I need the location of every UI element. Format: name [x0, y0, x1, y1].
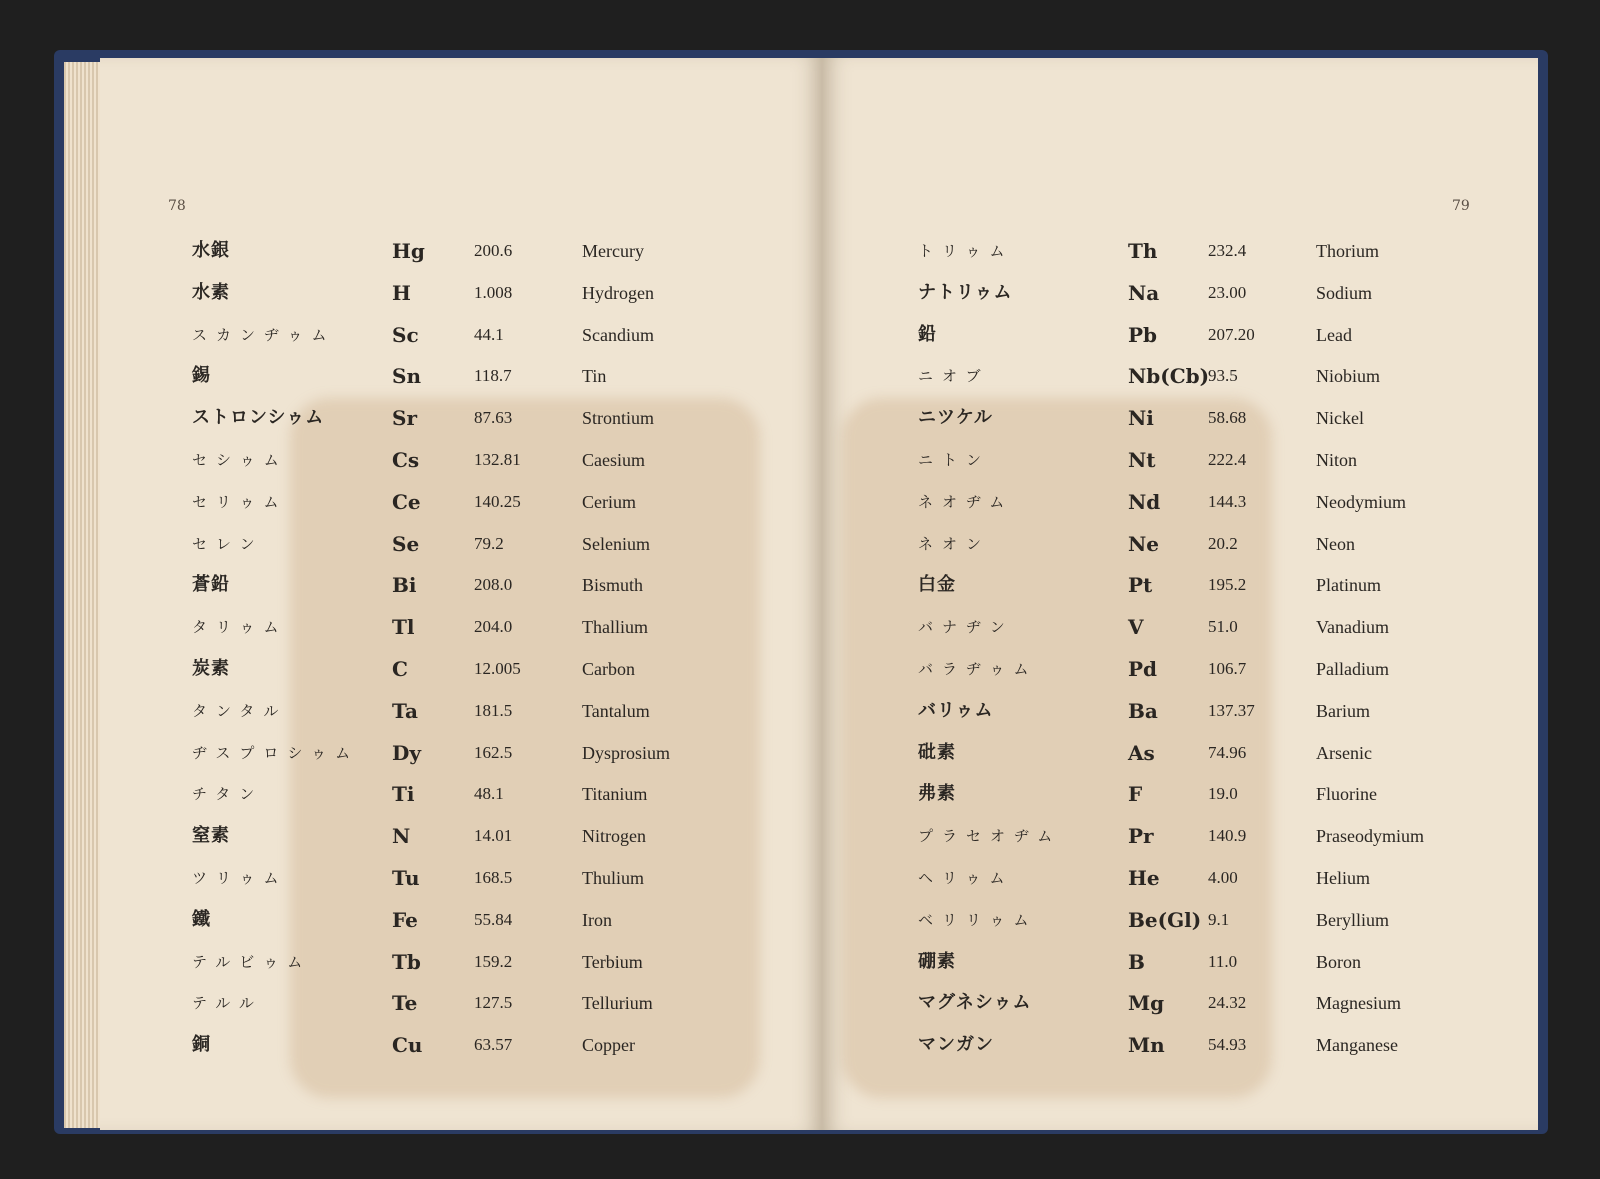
english-name: Neodymium [1316, 491, 1406, 512]
table-row [918, 1025, 1558, 1065]
table-row [192, 524, 832, 564]
english-name: Vanadium [1316, 617, 1389, 638]
atomic-weight: 181.5 [474, 700, 513, 720]
left-page [100, 58, 822, 1130]
japanese-name: セレン [192, 534, 264, 553]
japanese-name: ニトン [918, 451, 991, 469]
table-row [192, 983, 832, 1023]
table-row [918, 524, 1558, 564]
element-symbol: Te [392, 991, 418, 1016]
english-name: Caesium [582, 450, 645, 470]
element-symbol: Pd [1128, 657, 1158, 681]
table-row [192, 231, 832, 271]
atomic-weight: 51.0 [1208, 617, 1238, 637]
table-row [918, 440, 1558, 480]
english-name: Sodium [1316, 282, 1373, 303]
english-name: Tin [582, 366, 607, 387]
atomic-weight: 48.1 [474, 784, 504, 804]
element-symbol: Th [1128, 239, 1158, 263]
japanese-name: 砒素 [918, 741, 956, 763]
element-symbol: Ba [1128, 698, 1158, 723]
atomic-weight: 23.00 [1208, 282, 1247, 302]
table-row [918, 691, 1558, 731]
atomic-weight: 19.0 [1208, 784, 1238, 804]
element-symbol: Tl [392, 615, 415, 640]
atomic-weight: 132.81 [474, 450, 521, 469]
japanese-name: ニオブ [918, 367, 990, 386]
element-symbol: B [1128, 949, 1145, 974]
atomic-weight: 74.96 [1208, 742, 1247, 762]
table-row [192, 607, 832, 647]
element-symbol: Pr [1128, 824, 1154, 849]
atomic-weight: 1.008 [474, 282, 513, 302]
atomic-weight: 106.7 [1208, 659, 1247, 678]
element-symbol: Ce [392, 489, 421, 514]
english-name: Manganese [1316, 1035, 1398, 1056]
japanese-name: ネオン [918, 534, 991, 553]
atomic-weight: 20.2 [1208, 533, 1238, 553]
element-symbol: H [392, 280, 411, 305]
page-number: 79 [1452, 198, 1470, 214]
atomic-weight: 144.3 [1208, 491, 1247, 511]
japanese-name: 鉛 [918, 323, 937, 345]
table-row [918, 900, 1558, 940]
element-symbol: V [1128, 615, 1144, 640]
japanese-name: タリゥム [192, 618, 288, 637]
japanese-name: テルビゥム [192, 952, 312, 971]
english-name: Magnesium [1316, 993, 1401, 1014]
japanese-name: バリゥム [918, 699, 994, 721]
japanese-name: 白金 [918, 574, 956, 596]
english-name: Cerium [582, 491, 636, 512]
table-row [918, 649, 1558, 689]
atomic-weight: 232.4 [1208, 241, 1247, 260]
element-symbol: Bi [392, 573, 417, 598]
atomic-weight: 222.4 [1208, 450, 1247, 469]
japanese-name: プラセオヂム [918, 827, 1062, 846]
element-symbol: Nd [1128, 489, 1161, 514]
table-row [192, 315, 832, 355]
english-name: Niobium [1316, 366, 1381, 387]
english-name: Dysprosium [582, 742, 671, 763]
element-symbol: Pt [1128, 573, 1153, 598]
english-name: Platinum [1316, 575, 1382, 596]
atomic-weight: 63.57 [474, 1035, 513, 1055]
table-row [192, 356, 832, 396]
atomic-weight: 79.2 [474, 533, 504, 553]
japanese-name: バナヂン [918, 618, 1014, 637]
table-row [918, 733, 1558, 773]
atomic-weight: 200.6 [474, 241, 513, 260]
japanese-name: セリゥム [192, 492, 288, 511]
english-name: Titanium [582, 784, 648, 805]
element-symbol: F [1128, 782, 1143, 807]
table-row [192, 398, 832, 438]
table-row [192, 482, 832, 522]
atomic-weight: 44.1 [474, 324, 504, 344]
atomic-weight: 140.25 [474, 491, 521, 511]
english-name: Bismuth [582, 575, 644, 596]
atomic-weight: 12.005 [474, 659, 521, 678]
atomic-weight: 55.84 [474, 909, 513, 929]
element-symbol: Tb [392, 949, 421, 974]
atomic-weight: 9.1 [1208, 909, 1230, 929]
element-symbol: Nt [1128, 448, 1156, 472]
english-name: Lead [1316, 324, 1352, 345]
english-name: Palladium [1316, 659, 1389, 679]
element-symbol: Nb(Cb) [1128, 364, 1210, 389]
japanese-name: ベリリゥム [918, 910, 1038, 929]
element-symbol: N [392, 824, 411, 849]
atomic-weight: 24.32 [1208, 993, 1247, 1013]
english-name: Fluorine [1316, 784, 1377, 805]
element-symbol: Cs [392, 448, 420, 472]
atomic-weight: 11.0 [1208, 951, 1238, 971]
japanese-name: マンガン [918, 1034, 994, 1056]
page-edges [64, 62, 102, 1128]
japanese-name: 蒼鉛 [192, 574, 230, 596]
japanese-name: スカンヂゥム [192, 325, 336, 344]
table-row [918, 565, 1558, 605]
english-name: Beryllium [1316, 909, 1389, 930]
atomic-weight: 137.37 [1208, 700, 1255, 720]
japanese-name: ストロンシゥム [192, 407, 325, 429]
element-symbol: Sc [392, 322, 419, 347]
table-row [918, 858, 1558, 898]
element-symbol: C [392, 657, 408, 681]
table-row [192, 816, 832, 856]
element-symbol: Be(Gl) [1128, 907, 1202, 932]
english-name: Helium [1316, 868, 1370, 888]
table-row [918, 356, 1558, 396]
element-symbol: Se [392, 531, 420, 556]
table-row [918, 607, 1558, 647]
atomic-weight: 93.5 [1208, 366, 1238, 386]
english-name: Scandium [582, 324, 654, 345]
english-name: Thallium [582, 617, 648, 638]
japanese-name: タンタル [192, 701, 288, 720]
right-page [822, 58, 1538, 1130]
english-name: Tellurium [582, 993, 653, 1014]
element-symbol: Ni [1128, 406, 1154, 431]
japanese-name: 錫 [192, 365, 211, 387]
japanese-name: ヘリゥム [918, 869, 1014, 887]
element-symbol: Mg [1128, 991, 1165, 1016]
japanese-name: バラヂゥム [918, 660, 1038, 678]
atomic-weight: 4.00 [1208, 868, 1238, 887]
table-row [192, 942, 832, 982]
english-name: Praseodymium [1316, 826, 1424, 847]
table-row [192, 273, 832, 313]
table-row [192, 774, 832, 814]
table-row [918, 315, 1558, 355]
element-symbol: Mn [1128, 1033, 1165, 1058]
japanese-name: ナトリゥム [918, 281, 1013, 303]
element-symbol: Pb [1128, 322, 1158, 347]
japanese-name: 炭素 [192, 658, 230, 679]
english-name: Selenium [582, 533, 650, 554]
atomic-weight: 208.0 [474, 575, 513, 595]
table-row [192, 565, 832, 605]
page-number: 78 [168, 198, 186, 214]
element-symbol: Cu [392, 1033, 423, 1058]
japanese-name: セシゥム [192, 451, 288, 469]
table-row [192, 858, 832, 898]
table-row [918, 816, 1558, 856]
table-row [918, 231, 1558, 271]
atomic-weight: 168.5 [474, 868, 513, 887]
element-symbol: As [1128, 740, 1155, 765]
japanese-name: 弗素 [918, 783, 956, 805]
atomic-weight: 159.2 [474, 951, 513, 971]
japanese-name: ネオヂム [918, 492, 1014, 511]
japanese-name: ツリゥム [192, 869, 288, 887]
table-row [192, 440, 832, 480]
atomic-weight: 118.7 [474, 366, 512, 386]
english-name: Arsenic [1316, 742, 1372, 763]
table-row [192, 691, 832, 731]
atomic-weight: 14.01 [474, 826, 513, 846]
english-name: Terbium [582, 951, 643, 972]
table-row [192, 1025, 832, 1065]
japanese-name: チタン [192, 785, 264, 804]
english-name: Mercury [582, 241, 644, 261]
table-row [192, 733, 832, 773]
japanese-name: 窒素 [192, 825, 230, 847]
atomic-weight: 127.5 [474, 993, 513, 1013]
english-name: Hydrogen [582, 282, 654, 303]
english-name: Boron [1316, 951, 1361, 972]
english-name: Nitrogen [582, 826, 646, 847]
atomic-weight: 162.5 [474, 742, 513, 762]
japanese-name: 水銀 [192, 240, 230, 261]
english-name: Nickel [1316, 408, 1364, 429]
element-symbol: Ta [392, 698, 418, 723]
english-name: Strontium [582, 408, 655, 429]
element-symbol: Dy [392, 740, 421, 765]
japanese-name: ヂスプロシゥム [192, 743, 360, 762]
element-symbol: Fe [392, 907, 418, 932]
table-row [918, 942, 1558, 982]
english-name: Iron [582, 909, 612, 930]
element-symbol: Tu [392, 866, 420, 890]
japanese-name: 硼素 [918, 950, 956, 972]
table-row [918, 983, 1558, 1023]
table-row [918, 273, 1558, 313]
english-name: Carbon [582, 659, 635, 679]
element-symbol: He [1128, 866, 1160, 890]
element-symbol: Hg [392, 239, 425, 263]
english-name: Tantalum [582, 700, 650, 721]
atomic-weight: 54.93 [1208, 1035, 1247, 1055]
atomic-weight: 204.0 [474, 617, 513, 637]
element-symbol: Ti [392, 782, 415, 807]
atomic-weight: 58.68 [1208, 408, 1247, 428]
table-row [192, 900, 832, 940]
table-row [918, 482, 1558, 522]
table-row [918, 774, 1558, 814]
japanese-name: テルル [192, 994, 263, 1013]
element-symbol: Sr [392, 406, 417, 431]
english-name: Copper [582, 1035, 635, 1056]
japanese-name: マグネシゥム [918, 992, 1032, 1014]
element-symbol: Ne [1128, 531, 1160, 556]
element-symbol: Sn [392, 364, 421, 389]
table-row [192, 649, 832, 689]
atomic-weight: 87.63 [474, 408, 513, 428]
element-symbol: Na [1128, 280, 1160, 305]
english-name: Neon [1316, 533, 1355, 554]
atomic-weight: 207.20 [1208, 324, 1255, 344]
japanese-name: 水素 [192, 281, 230, 303]
english-name: Thorium [1316, 241, 1379, 261]
english-name: Barium [1316, 700, 1370, 721]
japanese-name: 鐵 [192, 908, 211, 930]
atomic-weight: 140.9 [1208, 826, 1247, 846]
table-row [918, 398, 1558, 438]
english-name: Niton [1316, 450, 1358, 470]
japanese-name: ニツケル [918, 407, 993, 429]
atomic-weight: 195.2 [1208, 575, 1247, 595]
japanese-name: 銅 [192, 1034, 211, 1056]
japanese-name: トリゥム [918, 242, 1014, 260]
english-name: Thulium [582, 868, 644, 888]
